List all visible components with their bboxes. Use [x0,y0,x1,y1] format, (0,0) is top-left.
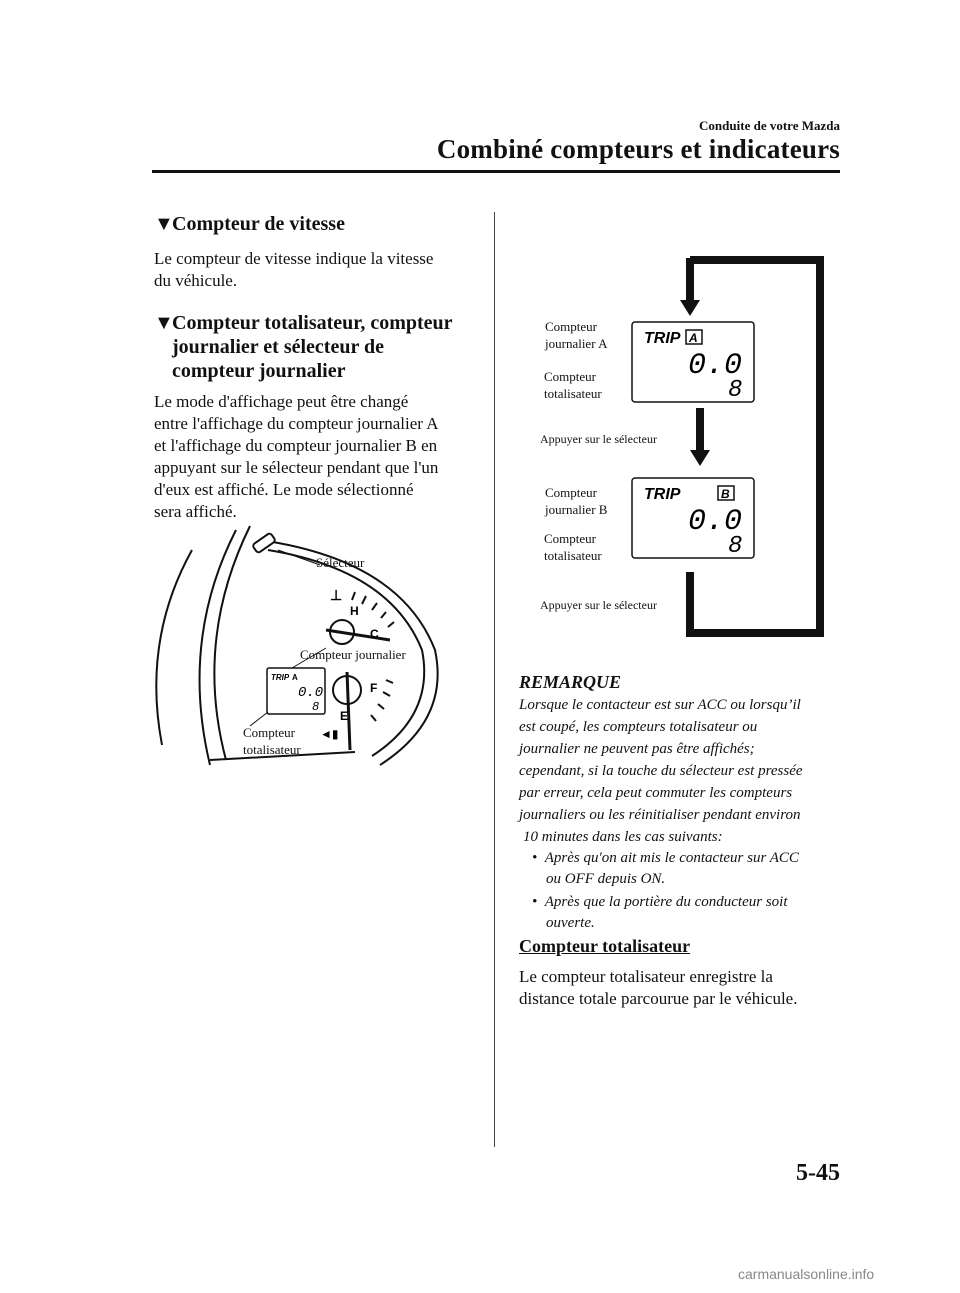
total-odometer-heading: Compteur totalisateur [519,936,691,956]
column-divider [494,212,495,1147]
watermark: carmanualsonline.info [738,1266,875,1282]
mini-odo-value: 8 [312,700,320,714]
arrow-down-icon [680,300,700,316]
bullet-icon: • [532,894,538,910]
label-press-2: Appuyer sur le sélecteur [540,598,657,612]
trip-b-value: 0.0 [688,505,743,539]
arrow-down-icon [690,450,710,466]
note-title: REMARQUE [519,672,622,692]
list-item: • Après que la portière du conducteur soit ouverte. [532,894,788,931]
chapter-title: Conduite de votre Mazda [699,118,840,133]
triangle-icon: ▼ [154,312,174,334]
page-number: 5-45 [796,1160,840,1186]
note-body: Lorsque le contacteur est sur ACC ou lorsqu’il est coupé, les compteurs totalisateur ou journalier ne peuvent pas être affichés; cependant, si la touche du sélecteur est pressée par erreur, cela peut commuter les compteurs journaliers ou les réinitialiser pendant environ 10 minutes dans les cas suivants: [519,697,803,845]
label-selector: Sélecteur [316,555,365,570]
trip-b-word: TRIP [644,486,681,503]
label-odo-b: Compteur totalisateur [544,531,602,563]
mini-trip-word: TRIP [271,673,290,682]
bullet-icon: • [532,850,538,866]
gauge-h: H [350,604,359,618]
total-odometer-text: Le compteur totalisateur enregistre la distance totale parcourue par le véhicule. [519,967,798,1008]
mini-trip-letter: A [292,673,298,682]
label-press-1: Appuyer sur le sélecteur [540,432,657,446]
odometer-heading: ▼Compteur totalisateur, compteur journalier et sélecteur de compteur journalier [154,312,453,382]
label-trip-meter: Compteur journalier [300,647,406,662]
gauge-f: F [370,681,378,695]
list-item: • Après qu'on ait mis le contacteur sur ACC ou OFF depuis ON. [532,850,799,887]
speedometer-heading: ▼Compteur de vitesse [154,213,345,235]
mini-trip-value: 0.0 [298,685,324,701]
section-title: Combiné compteurs et indicateurs [436,134,840,164]
gauge-e: E [340,709,349,723]
note-bullets [524,848,844,934]
triangle-icon: ▼ [154,213,174,235]
temperature-icon: ⊥ [330,587,343,603]
speedometer-text: Le compteur de vitesse indique la vitesse du véhicule. [154,249,434,290]
label-odometer: Compteur totalisateur [243,725,301,757]
gauge-c: C [370,627,379,641]
fuel-icon: ◄▮ [320,727,339,741]
label-odo-a: Compteur totalisateur [544,369,602,401]
trip-a-odo: 8 [728,377,743,404]
trip-a-display [632,322,754,404]
header-rule [152,170,840,173]
label-trip-a: Compteur journalier A [545,319,608,351]
label-trip-b: Compteur journalier B [545,485,608,517]
trip-b-display [632,478,754,560]
trip-b-odo: 8 [728,533,743,560]
trip-a-letter: A [689,331,698,345]
trip-b-letter: B [721,487,730,501]
odometer-text: Le mode d'affichage peut être changé entre l'affichage du compteur journalier A et l'affichage du compteur journalier B en appuyant sur le sélecteur pendant que l'un d'eux est affiché. Le mode sélectionné sera affiché. [154,392,439,521]
trip-a-value: 0.0 [688,349,743,383]
trip-a-word: TRIP [644,330,681,347]
